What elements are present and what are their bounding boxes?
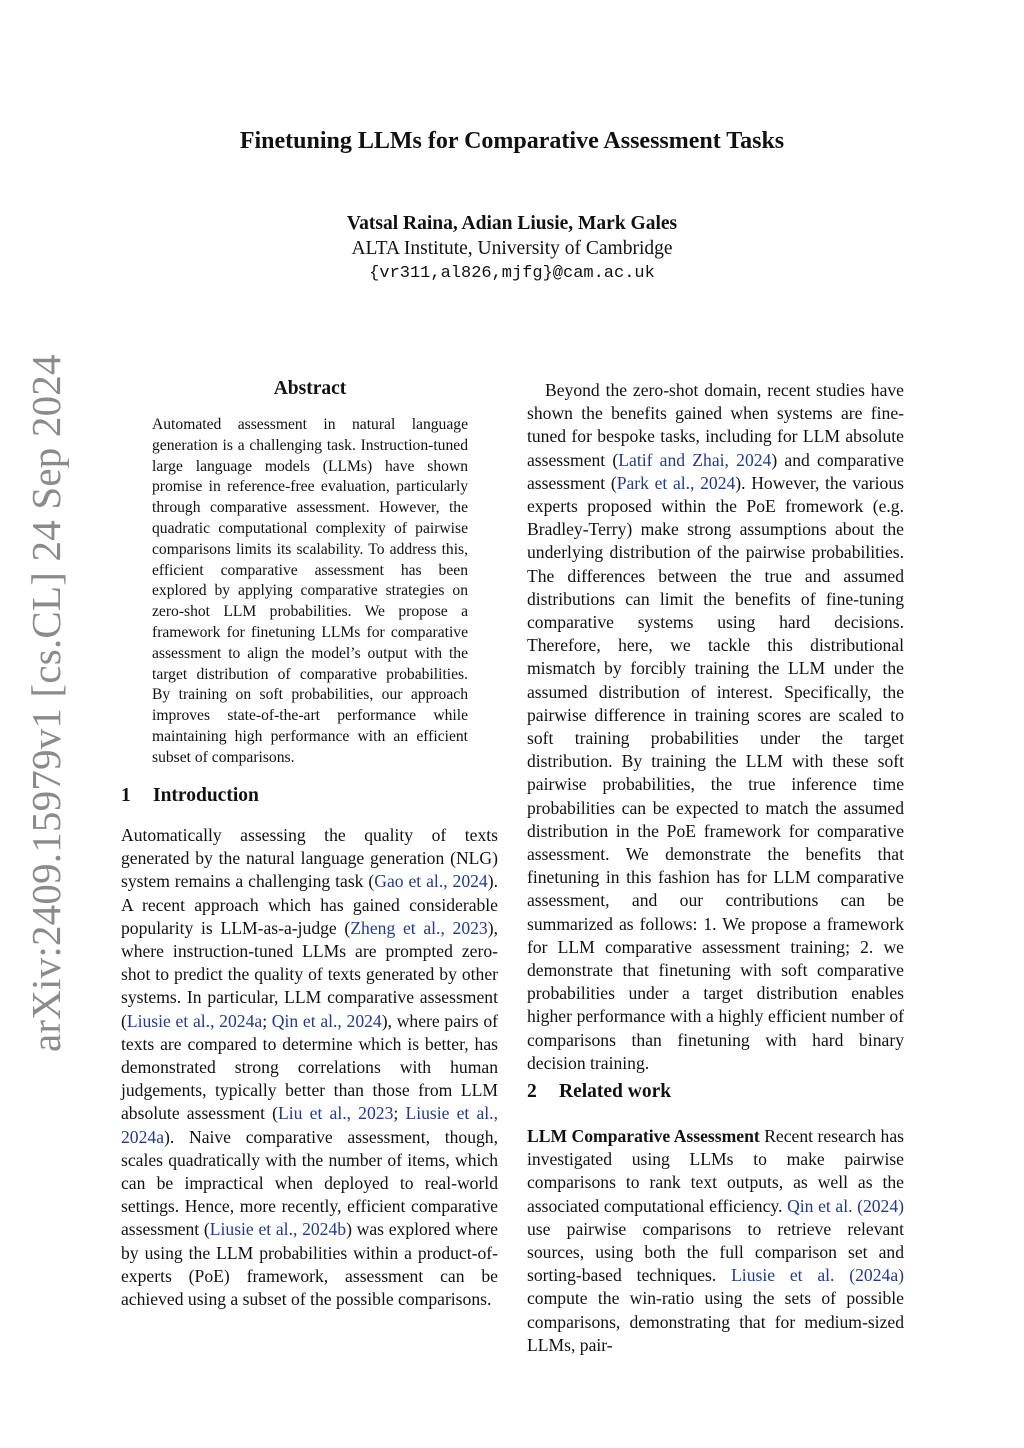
introduction-paragraph-1: Automatically assessing the quality of texts generated by the natural language generation (NLG) system remains a challenging task (Gao et al., 2024). A recent approach which has gained considerable popularity is LLM-as-a-judge (Zheng et al., 2023), where instruction-tuned LLMs are prompted zero-shot to predict the quality of texts generated by other systems. In particular, LLM comparative assessment (Liusie et al., 2024a; Qin et al., 2024), where pairs of texts are compared to determine which is better, has demonstrated strong correlations with human judgements, typically better than those from LLM absolute assessment (Liu et al., 2023; Liusie et al., 2024a). Naive comparative assessment, though, scales quadratically with the number of items, which can be impractical when deployed to real-world settings. Hence, more recently, efficient comparative assessment (Liusie et al., 2024b) was explored where by using the LLM probabilities within a product-of-experts (PoE) framework, assessment can be achieved using a subset of the possible comparisons. (121, 825, 498, 1310)
related-work-paragraph-1: LLM Comparative Assessment Recent research has investigated using LLMs to make pairwise comparisons to rank text outputs, as well as the associated computational efficiency. Qin et al. (2024) use pairwise comparisons to retrieve relevant sources, using both the full comparison set and sorting-based techniques. Liusie et al. (2024a) compute the win-ratio using the sets of possible comparisons, demonstrating that for medium-sized LLMs, pair- (527, 1126, 904, 1355)
section-number: 1 (121, 785, 131, 806)
run-in-heading: LLM Comparative Assessment (527, 1126, 760, 1146)
author-affiliation: ALTA Institute, University of Cambridge (351, 238, 673, 259)
arxiv-side-stamp: arXiv:2409.15979v1 [cs.CL] 24 Sep 2024 (23, 354, 69, 1052)
citation-link[interactable]: Liusie et al. (2024a) (731, 1265, 904, 1286)
abstract-heading: Abstract (273, 378, 347, 399)
introduction-paragraph-2: Beyond the zero-shot domain, recent studies have shown the benefits gained when systems are fine-tuned for bespoke tasks, including for LLM absolute assessment (Latif and Zhai, 2024) and comparative assessment (Park et al., 2024). However, the various experts proposed within the PoE fromework (e.g. Bradley-Terry) make strong assumptions about the underlying distribution of the pairwise probabilities. The differences between the true and assumed distributions can limit the benefits of fine-tuning comparative systems using hard decisions. Therefore, here, we tackle this distributional mismatch by forcibly training the LLM under the assumed distribution of interest. Specifically, the pairwise difference in training scores are scaled to soft training probabilities under the target distribution. By training the LLM with these soft pairwise probabilities, the true inference time probabilities can be expected to match the assumed distribution in the PoE framework for comparative assessment. We demonstrate the benefits that finetuning in this fashion has for LLM comparative assessment, and our contributions can be summarized as follows: 1. We propose a framework for LLM comparative assessment training; 2. we demonstrate that finetuning with soft comparative probabilities under a target distribution enables higher performance with a highly efficient number of comparisons than finetuning with hard binary decision training. (527, 380, 904, 1073)
citation-link[interactable]: Latif and Zhai, 2024 (618, 449, 772, 470)
citation-link[interactable]: Zheng et al., 2023 (350, 917, 488, 938)
section-number: 2 (527, 1081, 537, 1102)
author-block (0, 211, 1024, 286)
citation-link[interactable]: Park et al., 2024 (616, 472, 736, 493)
citation-link[interactable]: Qin et al. (2024) (787, 1195, 904, 1216)
citation-link[interactable]: Liusie et al., 2024a (121, 1103, 498, 1147)
citation-link[interactable]: Liu et al., 2023 (278, 1103, 394, 1124)
abstract-text: Automated assessment in natural language generation is a challenging task. Instruction-tuned large language models (LLMs) have shown promise in reference-free evaluation, particularly through comparative assessment. However, the quadratic computational complexity of pairwise comparisons limits its scalability. To address this, efficient comparative assessment has been explored by applying comparative strategies on zero-shot LLM probabilities. We propose a framework for finetuning LLMs for comparative assessment to align the model’s output with the target distribution of comparative probabilities. By training on soft probabilities, our approach improves state-of-the-art performance while maintaining high performance with an efficient subset of comparisons. (152, 416, 468, 766)
section-title: Introduction (153, 785, 259, 806)
citation-link[interactable]: Qin et al., 2024 (271, 1010, 382, 1031)
section-title: Related work (559, 1081, 672, 1102)
introduction-heading (121, 785, 259, 807)
citation-link[interactable]: Gao et al., 2024 (374, 871, 488, 892)
citation-link[interactable]: Liusie et al., 2024a (126, 1010, 263, 1031)
author-email: {vr311,al826,mjfg}@cam.ac.uk (369, 264, 655, 283)
related-work-heading (527, 1081, 671, 1103)
paper-title: Finetuning LLMs for Comparative Assessment Tasks (239, 128, 785, 154)
citation-link[interactable]: Liusie et al., 2024b (209, 1219, 347, 1240)
author-names: Vatsal Raina, Adian Liusie, Mark Gales (346, 213, 678, 234)
